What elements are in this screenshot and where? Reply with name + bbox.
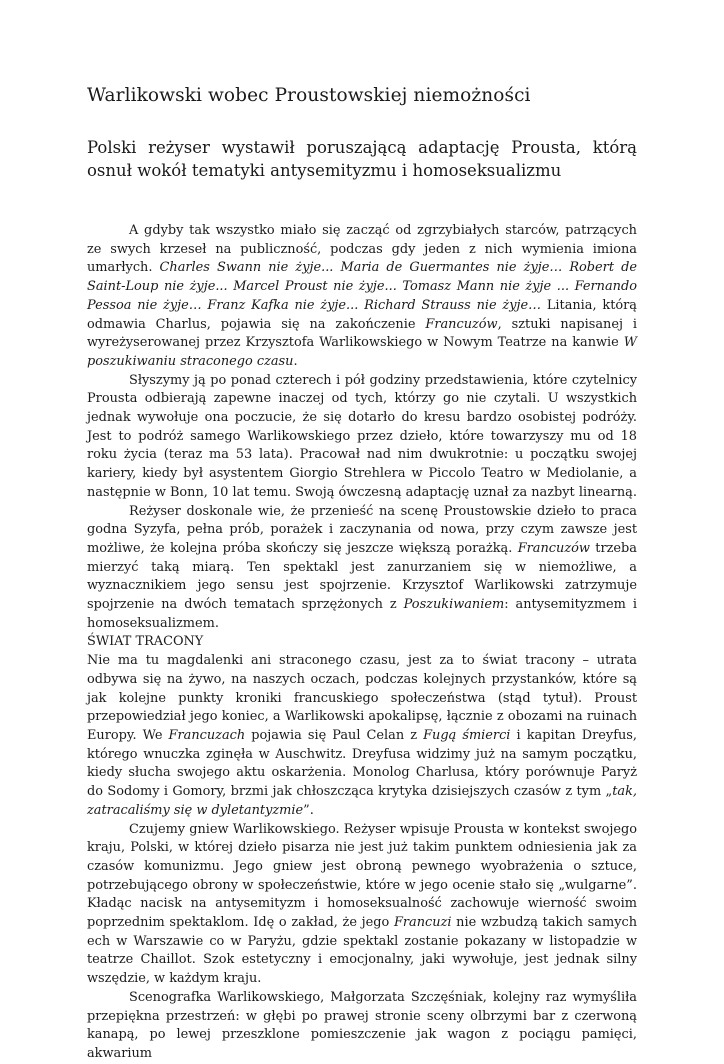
article-title: Warlikowski wobec Proustowskiej niemożności — [87, 85, 531, 106]
paragraph-6: Scenografka Warlikowskiego, Małgorzata Szczęśniak, kolejny raz wymyśliła przepiękna przestrzeń: w głębi po prawej stronie sceny olbrzymi bar z czerwoną kanapą, po lewej przeszklone pomieszczenie jak wagon z pociągu pamięci, akwarium — [87, 989, 637, 1061]
paragraph-3: Reżyser doskonale wie, że przenieść na scenę Proustowskie dzieło to praca godna Syzyfa, pełna prób, porażek i zaczynania od nowa, przy czym zawsze jest możliwe, że kolejna próba skończy się jeszcze większą porażką. Francuzów trzeba mierzyć taką miarą. Ten spektakl jest zanurzaniem się w niemożliwe, a wyznacznikiem jego sensu jest spojrzenie. Krzysztof Warlikowski zatrzymuje spojrzenie na dwóch tematach sprzężonych z Poszukiwaniem: antysemityzmem i homoseksualizmem. — [87, 503, 637, 631]
paragraph-1: A gdyby tak wszystko miało się zacząć od zgrzybiałych starców, patrzących ze swych krzeseł na publiczność, podczas gdy jeden z nich wymienia imiona umarłych. Charles Swann nie żyje... Maria de Guermantes nie żyje… Robert de Saint-Loup nie żyje... Marcel Proust nie żyje... Tomasz Mann nie żyje ... Fernando Pessoa nie żyje… Franz Kafka nie żyje... Richard Strauss nie żyje… Litania, którą odmawia Charlus, pojawia się na zakończenie Francuzów, sztuki napisanej i wyreżyserowanej przez Krzysztofa Warlikowskiego w Nowym Teatrze na kanwie W poszukiwaniu straconego czasu. — [87, 223, 637, 369]
article-body — [87, 222, 637, 1064]
paragraph-4: Nie ma tu magdalenki ani straconego czasu, jest za to świat tracony – utrata odbywa się na żywo, na naszych oczach, podczas kolejnych przystanków, które są jak kolejne punkty kroniki francuskiego społeczeństwa (stąd tytuł). Proust przepowiedział jego koniec, a Warlikowski apokalipsę, łącznie z obozami na ruinach Europy. We Francuzach pojawia się Paul Celan z Fugą śmierci i kapitan Dreyfus, którego wnuczka zginęła w Auschwitz. Dreyfusa widzimy już na samym początku, kiedy słucha swojego aktu oskarżenia. Monolog Charlusa, który porównuje Paryż do Sodomy i Gomory, brzmi jak chłoszcząca krytyka dzisiejszych czasów z tym „tak, zatracaliśmy się w dyletantyzmie”. — [87, 653, 637, 818]
section-heading: ŚWIAT TRACONY — [87, 634, 204, 650]
paragraph-2: Słyszymy ją po ponad czterech i pół godziny przedstawienia, które czytelnicy Prousta odbierają zapewne inaczej od tych, którzy go nie czytali. U wszystkich jednak wywołuje ona poczucie, że się dotarło do kresu bardzo osobistej podróży. Jest to podróż samego Warlikowskiego przez dzieło, które towarzyszy mu od 18 roku życia (teraz ma 53 lata). Pracował nad nim dwukrotnie: u początku swojej kariery, kiedy był asystentem Giorgio Strehlera w Piccolo Teatro w Mediolanie, a następnie w Bonn, 10 lat temu. Swoją ówczesną adaptację uznał za nazbyt linearną. — [87, 372, 637, 500]
article-subtitle: Polski reżyser wystawił poruszającą adaptację Prousta, którą osnuł wokół tematyki antysemityzmu i homoseksualizmu — [87, 138, 637, 180]
paragraph-5: Czujemy gniew Warlikowskiego. Reżyser wpisuje Prousta w kontekst swojego kraju, Polski, w której dzieło pisarza nie jest już takim punktem odniesienia jak za czasów komunizmu. Jego gniew jest obroną pewnego wyobrażenia o sztuce, potrzebującego obrony w społeczeństwie, które w jego ocenie stało się „wulgarne”. Kładąc nacisk na antysemityzm i homoseksualność zachowuje wierność swoim poprzednim spektaklom. Idę o zakład, że jego Francuzi nie wzbudzą takich samych ech w Warszawie co w Paryżu, gdzie spektakl zostanie pokazany w listopadzie w teatrze Chaillot. Szok estetyczny i emocjonalny, jaki wywołuje, jest jednak silny wszędzie, w każdym kraju. — [87, 821, 637, 987]
